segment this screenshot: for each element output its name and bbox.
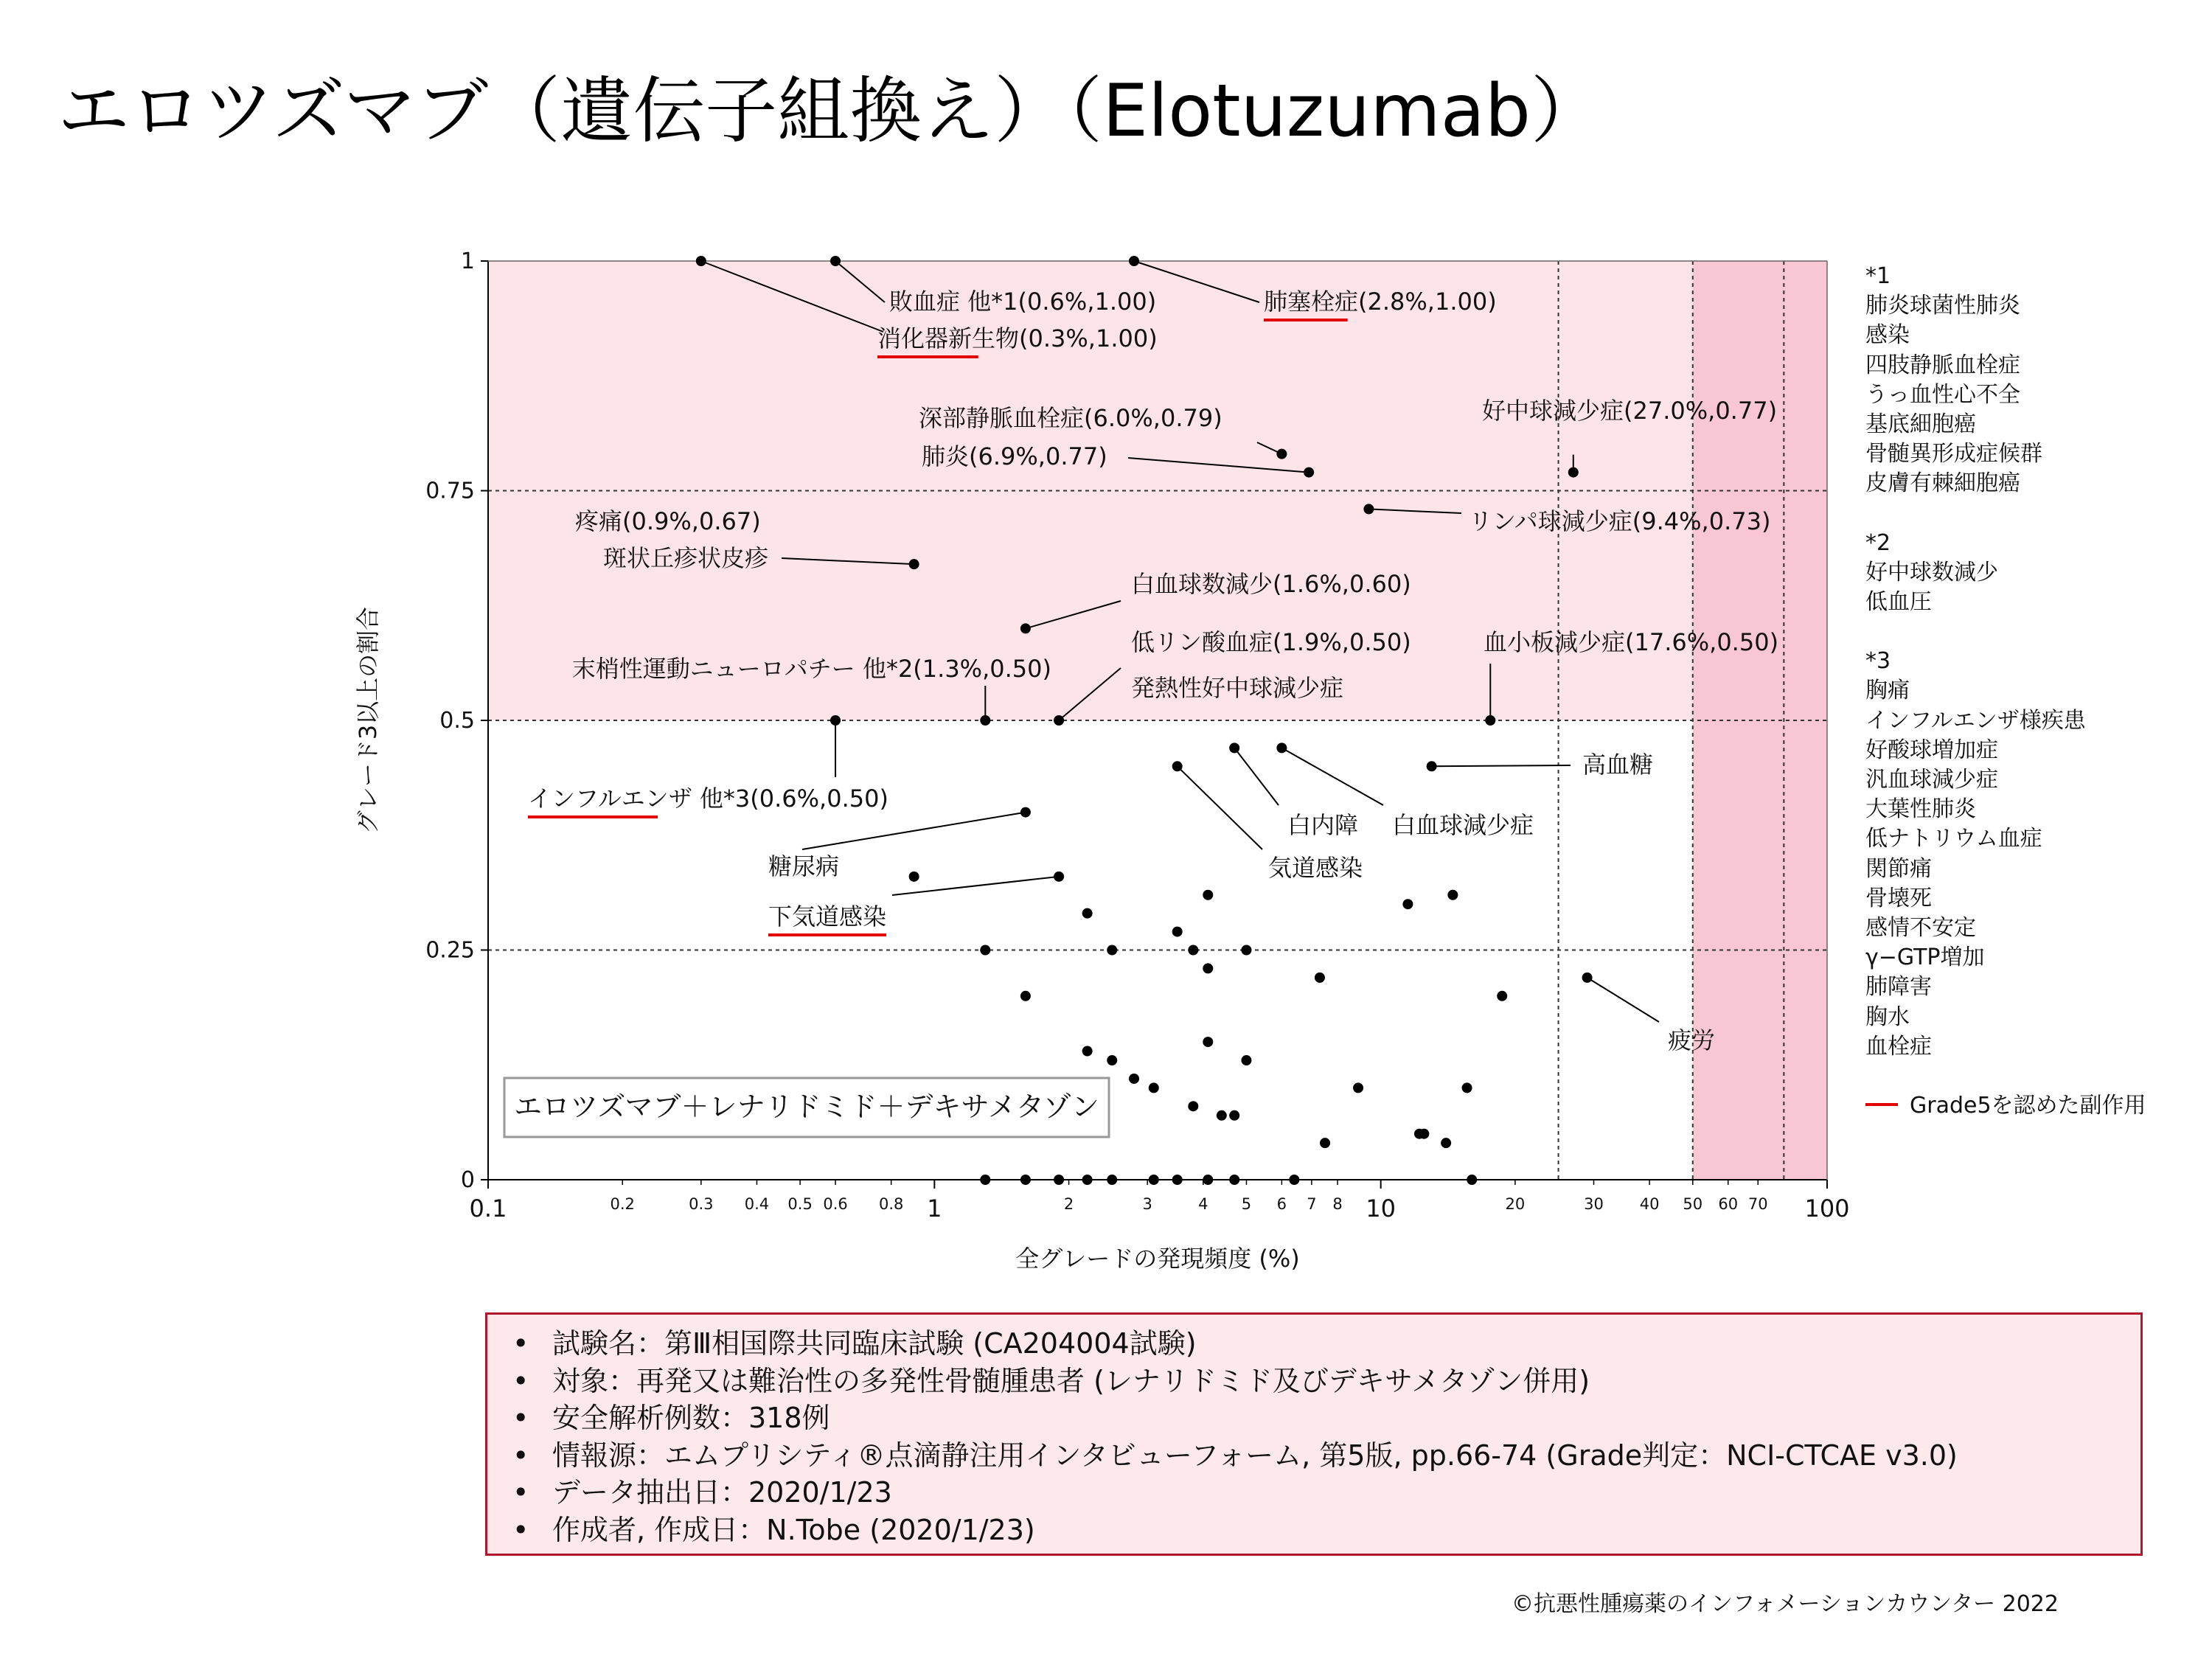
footnote-item: 感情不安定 — [1865, 915, 1976, 942]
data-point — [1419, 1129, 1429, 1139]
footnotes-panel — [1865, 262, 2205, 1121]
x-tick-label-minor: 0.4 — [744, 1195, 770, 1213]
data-point — [1568, 467, 1579, 478]
data-point — [1149, 1082, 1159, 1093]
leader-line — [1178, 766, 1262, 849]
data-point — [1320, 1138, 1330, 1148]
data-point — [1427, 761, 1437, 771]
footnote-item: 皮膚有棘細胞癌 — [1865, 470, 2020, 497]
annotation-label: 好中球減少症(27.0%,0.77) — [1482, 397, 1778, 425]
annotation-label: 深部静脈血栓症(6.0%,0.79) — [919, 404, 1222, 432]
data-point — [1082, 1046, 1093, 1057]
footnote-item: γ−GTP増加 — [1865, 945, 1985, 971]
annotation-label: 発熱性好中球減少症 — [1131, 674, 1344, 702]
footnote-item: 肺炎球菌性肺炎 — [1865, 293, 2020, 319]
data-point — [1462, 1082, 1472, 1093]
annotation-label: 白血球減少症 — [1392, 811, 1534, 839]
study-info-item: • 試験名：第Ⅲ相国際共同臨床試験 (CA204004試験) — [509, 1325, 2140, 1363]
x-tick-label-minor: 3 — [1142, 1195, 1152, 1213]
data-point — [1229, 1175, 1239, 1185]
data-point — [1276, 742, 1287, 753]
footnote-item: インフルエンザ様疾患 — [1865, 707, 2086, 734]
leader-line — [802, 813, 1026, 849]
x-tick-label-major: 10 — [1366, 1194, 1397, 1222]
x-tick-label-major: 1 — [927, 1194, 942, 1222]
y-tick-label: 0 — [460, 1167, 475, 1193]
annotation-label: 末梢性運動ニューロパチー 他*2(1.3%,0.50) — [571, 655, 1051, 683]
study-info-item: • データ抽出日：2020/1/23 — [509, 1474, 2140, 1512]
data-point — [1082, 1175, 1093, 1185]
x-tick-label-minor: 0.2 — [610, 1195, 635, 1213]
annotation-label: 下気道感染 — [768, 902, 887, 931]
annotation-label: 白血球数減少(1.6%,0.60) — [1131, 570, 1411, 598]
y-tick-label: 1 — [460, 248, 475, 274]
footnote-marker: *1 — [1865, 263, 1891, 289]
annotation-label: 気道感染 — [1268, 854, 1363, 882]
x-tick-label-minor: 70 — [1747, 1195, 1768, 1213]
study-info-item: • 作成者, 作成日：N.Tobe (2020/1/23) — [509, 1512, 2140, 1549]
annotation-label: インフルエンザ 他*3(0.6%,0.50) — [528, 785, 888, 813]
data-point — [1020, 991, 1031, 1001]
grade5-legend-swatch — [1865, 1103, 1898, 1106]
footnote-item: 大葉性肺炎 — [1865, 796, 1976, 823]
data-point — [1353, 1082, 1363, 1093]
data-point — [1107, 945, 1117, 956]
x-tick-label-minor: 5 — [1241, 1195, 1252, 1213]
data-point — [1020, 623, 1031, 633]
footnote-item: 汎血球減少症 — [1865, 767, 1998, 793]
copyright-notice: ©抗悪性腫瘍薬のインフォメーションカウンター 2022 — [1512, 1591, 2059, 1617]
study-info-item: • 情報源：エムプリシティ®点滴静注用インタビューフォーム, 第5版, pp.66-74 (Grade判定：NCI-CTCAE v3.0) — [509, 1437, 2140, 1475]
data-point — [1107, 1055, 1117, 1065]
data-point — [1188, 1101, 1198, 1111]
footnote-item: 好中球数減少 — [1865, 559, 1998, 585]
data-point — [1129, 1074, 1139, 1084]
footnote-item: 骨髄異形成症候群 — [1865, 441, 2042, 467]
x-tick-label-major: 100 — [1804, 1194, 1850, 1222]
footnote-item: 四肢静脈血栓症 — [1865, 352, 2020, 378]
x-tick-label-minor: 30 — [1584, 1195, 1604, 1213]
data-point — [909, 872, 919, 882]
data-point — [1082, 908, 1093, 919]
footnote-item: 胸水 — [1865, 1004, 1910, 1030]
footnote-item: うっ血性心不全 — [1865, 381, 2020, 408]
footnote-item: 低ナトリウム血症 — [1865, 826, 2042, 852]
data-point — [1241, 1055, 1251, 1065]
y-tick-label: 0.25 — [425, 937, 475, 964]
regimen-legend — [504, 1078, 1109, 1137]
footnote-groups — [1865, 262, 2205, 1062]
y-tick-label: 0.75 — [425, 478, 475, 504]
footnote-item: 血栓症 — [1865, 1033, 1932, 1060]
x-tick-label-minor: 2 — [1063, 1195, 1074, 1213]
footnote-item: 関節痛 — [1865, 855, 1932, 882]
data-point — [1020, 807, 1031, 818]
footnote-item: 肺障害 — [1865, 974, 1932, 1001]
data-point — [1129, 256, 1139, 266]
data-point — [1582, 973, 1593, 983]
study-info-list — [509, 1325, 2140, 1548]
data-point — [1441, 1138, 1451, 1148]
x-tick-label-minor: 6 — [1276, 1195, 1287, 1213]
leader-line — [1281, 748, 1383, 805]
x-axis-label: 全グレードの発現頻度 (%) — [1015, 1245, 1300, 1273]
data-point — [1315, 973, 1325, 983]
x-tick-label-minor: 0.3 — [689, 1195, 714, 1213]
leader-line — [1587, 978, 1659, 1022]
grade5-legend — [1865, 1091, 2205, 1121]
data-point — [1304, 467, 1314, 478]
x-tick-label-minor: 0.5 — [787, 1195, 813, 1213]
x-tick-label-minor: 0.6 — [823, 1195, 848, 1213]
x-tick-label-minor: 40 — [1639, 1195, 1660, 1213]
data-point — [1203, 890, 1213, 900]
scatter-chart — [0, 221, 1858, 1298]
data-point — [1172, 1175, 1183, 1185]
data-point — [1276, 449, 1287, 459]
data-point — [830, 715, 841, 726]
footnote-group — [1865, 647, 2205, 1062]
x-tick-label-minor: 20 — [1505, 1195, 1526, 1213]
data-point — [1172, 927, 1183, 937]
data-point — [1229, 742, 1239, 753]
study-info-box — [485, 1312, 2143, 1556]
x-tick-label-minor: 7 — [1307, 1195, 1317, 1213]
data-point — [1107, 1175, 1117, 1185]
annotation-label: 疲労 — [1668, 1026, 1716, 1054]
footnote-item: 好酸球増加症 — [1865, 737, 1998, 763]
y-tick-label: 0.5 — [439, 708, 475, 734]
footnote-marker: *2 — [1865, 529, 1891, 556]
annotation-label: 糖尿病 — [768, 852, 840, 880]
data-point — [830, 256, 841, 266]
x-tick-label-minor: 4 — [1198, 1195, 1208, 1213]
data-point — [909, 559, 919, 569]
annotation-label: 肺炎(6.9%,0.77) — [922, 442, 1107, 470]
regimen-legend-label: エロツズマブ＋レナリドミド＋デキサメタゾン — [514, 1091, 1099, 1123]
data-point — [1054, 715, 1064, 726]
footnote-marker: *3 — [1865, 648, 1891, 675]
annotation-label: 白内障 — [1287, 811, 1359, 839]
footnote-item: 胸痛 — [1865, 678, 1910, 704]
data-point — [1149, 1175, 1159, 1185]
data-point — [1020, 1175, 1031, 1185]
data-point — [1485, 715, 1495, 726]
data-point — [1188, 945, 1198, 956]
footnote-item: 基底細胞癌 — [1865, 411, 1976, 438]
footnote-group — [1865, 529, 2205, 618]
annotation-label: 高血糖 — [1582, 751, 1654, 779]
data-point — [1402, 899, 1413, 909]
data-point — [1447, 890, 1458, 900]
x-tick-label-minor: 50 — [1683, 1195, 1703, 1213]
data-point — [1241, 945, 1251, 956]
data-point — [1054, 872, 1064, 882]
leader-line — [1432, 765, 1571, 766]
data-point — [1203, 1175, 1213, 1185]
data-point — [696, 256, 706, 266]
data-point — [980, 1175, 990, 1185]
data-point — [1054, 1175, 1064, 1185]
data-point — [1217, 1110, 1227, 1121]
study-info-item: • 安全解析例数：318例 — [509, 1399, 2140, 1437]
leader-line — [1234, 748, 1279, 805]
data-point — [1289, 1175, 1299, 1185]
x-tick-label-minor: 60 — [1718, 1195, 1739, 1213]
x-tick-label-minor: 8 — [1332, 1195, 1343, 1213]
y-axis-label: グレード3以上の割合 — [354, 606, 382, 835]
annotation-label: 斑状丘疹状皮疹 — [603, 544, 769, 572]
data-point — [1203, 963, 1213, 973]
annotation-label: リンパ球減少症(9.4%,0.73) — [1469, 507, 1771, 535]
data-point — [1497, 991, 1507, 1001]
footnote-item: 骨壊死 — [1865, 885, 1932, 911]
annotation-label: 低リン酸血症(1.9%,0.50) — [1131, 628, 1411, 656]
annotation-label: 血小板減少症(17.6%,0.50) — [1484, 628, 1779, 656]
annotation-label: 肺塞栓症(2.8%,1.00) — [1264, 288, 1497, 316]
annotation-label: 疼痛(0.9%,0.67) — [575, 507, 761, 535]
data-point — [1363, 504, 1374, 514]
x-tick-label-minor: 0.8 — [878, 1195, 904, 1213]
x-tick-label-major: 0.1 — [469, 1194, 507, 1222]
data-point — [1172, 761, 1183, 771]
annotation-label: 消化器新生物(0.3%,1.00) — [877, 324, 1158, 352]
footnote-item: 低血圧 — [1865, 589, 1932, 616]
data-point — [1467, 1175, 1477, 1185]
data-point — [1229, 1110, 1239, 1121]
grade5-legend-label: Grade5を認めた副作用 — [1910, 1093, 2146, 1119]
data-point — [980, 715, 990, 726]
study-info-item: • 対象：再発又は難治性の多発性骨髄腫患者 (レナリドミド及びデキサメタゾン併用) — [509, 1363, 2140, 1400]
page-title: エロツズマブ（遺伝子組換え）（Elotuzumab） — [58, 69, 1603, 153]
footnote-group — [1865, 262, 2205, 499]
footnote-item: 感染 — [1865, 322, 1910, 349]
data-point — [980, 945, 990, 956]
data-point — [1203, 1037, 1213, 1047]
annotation-label: 敗血症 他*1(0.6%,1.00) — [889, 288, 1157, 316]
